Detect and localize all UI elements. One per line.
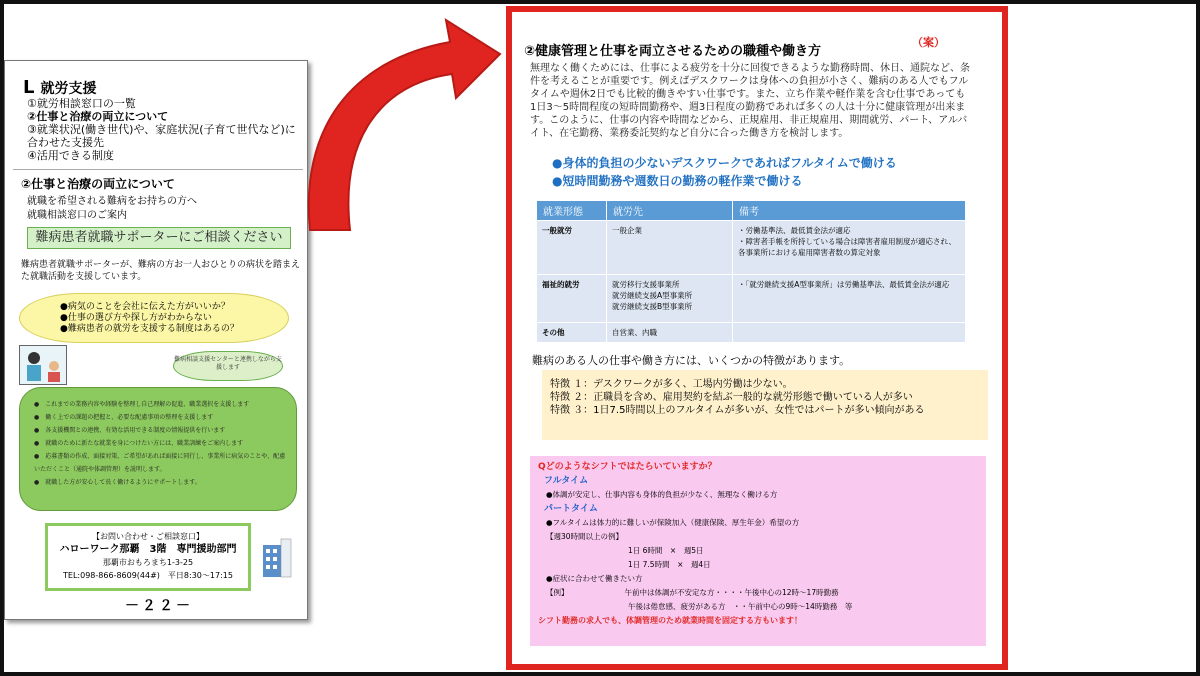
example-line: 午前中は体調が不安定な方・・・・午後中心の12時～17時勤務: [624, 588, 839, 597]
parttime-heading: パートタイム: [544, 504, 598, 514]
table-header-row: [537, 201, 966, 221]
table-row: [537, 323, 966, 343]
consultation-illustration: [19, 345, 67, 385]
parttime-desc: ●フルタイムは体力的に難しいが保険加入（健康保険、厚生年金）希望の方: [546, 518, 800, 527]
table-cell: 就労移行支援事業所 就労継続支援A型事業所 就労継続支援B型事業所: [607, 275, 733, 323]
building-icon: [261, 535, 293, 579]
supporter-description: 難病患者就職サポーターが、難病の方お一人おひとりの病状を踏まえた就職活動を支援しています。: [21, 260, 301, 282]
table-cell: [733, 323, 966, 343]
people-icon: [20, 346, 66, 384]
page-number: －２２－: [125, 598, 193, 614]
title-letter: L: [23, 77, 35, 98]
table-header: 備考: [733, 201, 966, 221]
intro-paragraph: 無理なく働くためには、仕事による疲労を十分に回復できるような勤務時間、休日、通院など、条件を考えることが重要です。例えばデスクワークは身体への負担が小さく、難病のある人でもフルタイムや週休2日でも比較的働きやすい仕事です。また、立ち作業や軽作業を含む仕事であっても1日3～5時間程度の短時間勤務や、週3日程度の勤務であれば多くの人は十分に健康管理が出来ます。このように、仕事の内容や時間などから、正規雇用、非正規雇用、期間就労、パート、アルバイト、在宅勤務、業務委託契約など自分に合った働き方を検討します。: [530, 63, 970, 139]
right-page: [506, 6, 1008, 670]
highlight-line: ●短時間勤務や週数日の勤務の軽作業で働ける: [552, 174, 803, 188]
contact-heading: 【お問い合わせ・ご相談窓口】: [92, 532, 204, 541]
highlight-line: ●身体的負担の少ないデスクワークであればフルタイムで働ける: [552, 156, 897, 170]
closing-note: シフト勤務の求人でも、体調管理のため就業時間を固定する方もいます！: [538, 616, 802, 625]
week30-label: 【週30時間以上の例】: [546, 532, 624, 541]
sub-line-2: 就職相談窓口のご案内: [27, 210, 127, 221]
table-header: 就労先: [607, 201, 733, 221]
question-cloud: [19, 293, 289, 343]
table-row: [537, 221, 966, 275]
support-center-bubble: 難病相談支援センターと連携しながら支援します: [173, 351, 283, 381]
cloud-item: ●病気のことを会社に伝えた方がいいか？: [60, 302, 230, 312]
employment-table: [536, 200, 966, 343]
list-item: ● これまでの業務内容や経験を整理し自己理解の促進、職業選択を支援します: [34, 401, 250, 408]
shift-qa-box: [530, 456, 986, 646]
feature-item: 特徴 ２：正職員を含め、雇用契約を結ぶ一般的な就労形態で働いている人が多い: [550, 392, 913, 403]
contact-box: [45, 523, 251, 591]
qa-question: Qどのようなシフトではたらいていますか？: [538, 462, 717, 472]
condition-line: ●症状に合わせて働きたい方: [546, 574, 643, 583]
support-list: [19, 387, 297, 511]
table-cell: ・「就労継続支援A型事業所」は労働基準法、最低賃金法が適応: [733, 275, 966, 323]
toc-item: ④活用できる制度: [27, 149, 114, 162]
table-header: 就業形態: [537, 201, 607, 221]
table-cell: 福祉的就労: [537, 275, 607, 323]
example-label: 【例】: [546, 588, 569, 597]
fulltime-desc: ●体調が安定し、仕事内容も身体的負担が少なく、無理なく働ける方: [546, 490, 778, 499]
contact-phone: TEL:098-866-8609(44#) 平日8:30～17:15: [63, 571, 233, 580]
contact-name: ハローワーク那覇 3階 専門援助部門: [59, 544, 237, 555]
example-line: 午後は倦怠感、疲労がある方 ・・午前中心の9時～14時勤務 等: [628, 602, 853, 611]
draft-label: （案）: [912, 36, 945, 49]
title-text: 就労支援: [40, 81, 97, 97]
list-item: ● 応募書類の作成、面接対策、ご希望があれば面接に同行し、事業所に病気のことや、配慮いただくこと（通院や体調管理）を説明します。: [34, 453, 286, 473]
cloud-item: ●仕事の選び方や探し方がわからない: [60, 313, 212, 323]
features-intro: 難病のある人の仕事や働き方には、いくつかの特徴があります。: [532, 354, 851, 367]
table-cell: 一般就労: [537, 221, 607, 275]
example-line: 1日 6時間 × 週5日: [628, 546, 704, 555]
page-title: ②健康管理と仕事を両立させるための職種や働き方: [524, 44, 822, 59]
table-cell: その他: [537, 323, 607, 343]
list-item: ● 働く上での課題の把握と、必要な配慮事項の整理を支援します: [34, 414, 214, 421]
list-item: ● 各支援機関との連携、有効な活用できる制度の情報提供を行います: [34, 427, 226, 434]
fulltime-heading: フルタイム: [544, 476, 589, 486]
curved-arrow-icon: [200, 10, 510, 240]
cloud-item: ●難病患者の就労を支援する制度はあるの？: [60, 324, 239, 334]
table-cell: 自営業、内職: [607, 323, 733, 343]
supporter-banner: 難病患者就職サポーターにご相談ください: [27, 227, 291, 249]
features-box: [542, 370, 988, 440]
table-cell: 一般企業: [607, 221, 733, 275]
list-item: ● 就職のために新たな就業を身につけたい方には、職業訓練をご案内します: [34, 440, 244, 447]
table-cell: ・労働基準法、最低賃金法が適応 ・障害者手帳を所持している場合は障害者雇用制度が適応され、各事業所における雇用障害者数の算定対象: [733, 221, 966, 275]
toc-item: ③就業状況(働き世代)や、家庭状況(子育て世代など)に合わせた支援先: [27, 123, 296, 149]
toc-item: ①就労相談窓口の一覧: [27, 97, 136, 110]
example-row: [546, 586, 980, 600]
list-item: ● 就職した方が安心して長く働けるようにサポートします。: [34, 479, 201, 486]
contact-address: 那覇市おもろまち1-3-25: [102, 558, 194, 567]
toc-item: ②仕事と治療の両立について: [27, 110, 169, 123]
section-subtext: [27, 195, 197, 223]
section-heading: ②仕事と治療の両立について: [21, 177, 175, 191]
left-title: [23, 77, 96, 98]
feature-item: 特徴 ３：1日7.5時間以上のフルタイムが多いが、女性ではパートが多い傾向がある: [550, 405, 925, 416]
sub-line-1: 就職を希望される難病をお持ちの方へ: [27, 196, 197, 207]
example-line: 1日 7.5時間 × 週4日: [628, 560, 711, 569]
table-row: [537, 275, 966, 323]
feature-item: 特徴 １：デスクワークが多く、工場内労働は少ない。: [550, 379, 793, 390]
